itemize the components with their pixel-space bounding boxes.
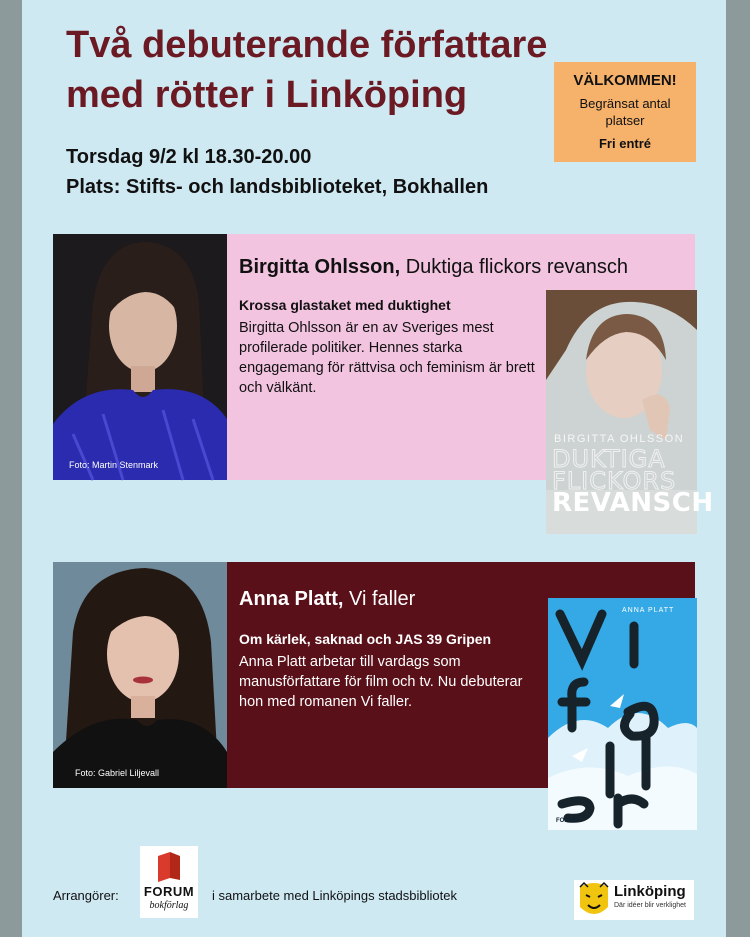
cover-author: ANNA PLATT xyxy=(622,607,675,614)
book-title: Vi faller xyxy=(349,588,416,610)
portrait-image xyxy=(53,234,227,480)
book-cover-vi-faller xyxy=(548,598,697,830)
welcome-box xyxy=(554,62,696,162)
linkoping-logo xyxy=(574,880,694,920)
free-entry: Fri entré xyxy=(598,136,651,151)
collaboration-text: i samarbete med Linköpings stadsbibliotek xyxy=(212,888,457,903)
book-title: Duktiga flickors revansch xyxy=(405,256,628,278)
author-subtitle: Om kärlek, saknad och JAS 39 Gripen xyxy=(239,631,492,647)
welcome-text: Begränsat antal platser xyxy=(579,96,671,128)
cover-title xyxy=(552,445,714,518)
author-subtitle: Krossa glastaket med duktighet xyxy=(239,297,451,313)
book-cover-duktiga xyxy=(546,290,714,534)
lion-icon xyxy=(576,881,612,919)
author-name: Anna Platt, xyxy=(239,588,344,610)
city-name: Linköping xyxy=(614,883,686,900)
author-description: Birgitta Ohlsson är en av Sveriges mest profilerade politiker. Hennes starka engagemang för rättvisa och feminism är brett och välkänt. xyxy=(239,320,535,396)
author-description: Anna Platt arbetar till vardags som manusförfattare för film och tv. Nu debuterar hon med romanen Vi faller. xyxy=(239,654,523,710)
forum-logo xyxy=(140,846,198,918)
cover-publisher: FORUM xyxy=(556,818,578,824)
photo-credit: Foto: Martin Stenmark xyxy=(69,460,159,470)
book-icon xyxy=(156,852,182,882)
footer xyxy=(22,846,726,936)
organizers-label: Arrangörer: xyxy=(53,888,119,903)
city-slogan: Där idéer blir verklighet xyxy=(614,902,686,909)
cover-title-line-1: DUKTIGA xyxy=(552,445,666,473)
cover-title-line-3: REVANSCH xyxy=(552,488,714,518)
cover-art xyxy=(548,598,697,830)
title-line-2: med rötter i Linköping xyxy=(66,74,468,116)
cover-author: BIRGITTA OHLSSON xyxy=(554,433,685,445)
page-title xyxy=(66,20,626,120)
photo-credit: Foto: Gabriel Liljevall xyxy=(75,768,160,778)
event-date: Torsdag 9/2 kl 18.30-20.00 xyxy=(66,146,312,168)
event-details xyxy=(66,142,488,202)
forum-name: FORUM xyxy=(143,884,195,899)
author-name: Birgitta Ohlsson, xyxy=(239,256,401,278)
author-photo-platt xyxy=(53,562,227,788)
portrait-image xyxy=(53,562,227,788)
cover-title-line-2: FLICKORS xyxy=(552,467,677,495)
title-line-1: Två debuterande författare xyxy=(66,24,548,66)
forum-subtitle: bokförlag xyxy=(149,900,189,911)
author-heading xyxy=(239,256,689,279)
welcome-title: VÄLKOMMEN! xyxy=(573,72,677,89)
event-poster xyxy=(22,0,726,937)
author-photo-ohlsson xyxy=(53,234,227,480)
event-place: Plats: Stifts- och landsbiblioteket, Bokhallen xyxy=(66,176,489,198)
